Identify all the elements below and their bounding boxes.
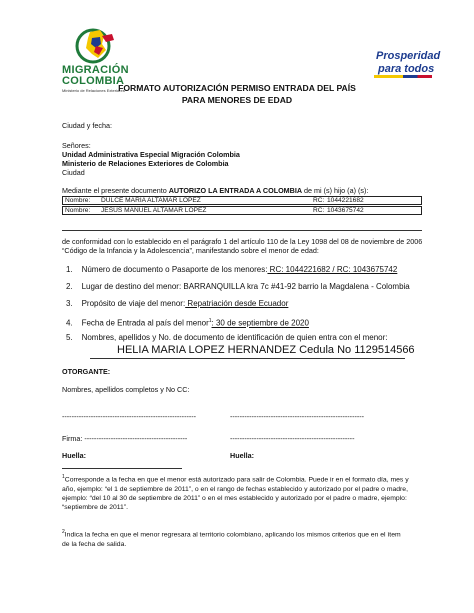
intro-pre: Mediante el presente documento [62,186,169,195]
item-number: 1. [66,265,73,274]
legal-text [62,237,422,255]
item-label: Número de documento o Pasaporte de los menores: [81,265,268,274]
intro-bold: AUTORIZO LA ENTRADA A COLOMBIA [168,186,303,195]
item-label: Nombres, apellidos y No. de documento de identificación de quien entra con el menor: [81,333,388,342]
legal-line-2: “Código de la Infancia y la Adolescencia”, manifestando sobre el menor de edad: [62,246,319,255]
item-label: Fecha de Entrada al país del menor [81,318,209,328]
footnote-1 [62,473,434,513]
item-number: 3. [66,299,73,308]
child-rc: 1044221682 [327,197,364,204]
addressee-city: Ciudad [62,168,85,177]
footnote-2 [62,528,434,549]
city-date-label: Ciudad y fecha: [62,121,112,130]
list-item [66,316,309,329]
colombia-map-icon [60,24,135,64]
list-item [66,299,288,309]
divider-line [62,230,422,231]
list-item [66,282,410,292]
intro-text [62,186,368,195]
child-row [62,206,422,215]
item-value: Repatriación desde Ecuador [185,299,289,308]
otorgante-heading: OTORGANTE: [62,367,111,376]
item-number: 5. [66,333,73,342]
footnote-text: Corresponde a la fecha en que el menor está autorizado para salir de Colombia. Puede ir en el formato día, mes y [64,476,409,484]
child-name-label: Nombre: [65,197,91,204]
footnote-number: 2 [62,529,65,535]
footnote-text: de la fecha de salida. [62,540,127,548]
otorgante-fields: Nombres, apellidos completos y No CC: [62,385,190,394]
child-rc-label: RC: [313,197,325,204]
footnote-number: 1 [62,474,65,480]
slogan-line-2: para todos [378,63,435,75]
firma-right: ---------------------------------------------------- [230,434,355,443]
logo-line-1: MIGRACIÓN [62,64,129,76]
companion-name: HELIA MARIA LOPEZ HERNANDEZ Cedula No 1129514566 [117,344,415,356]
item-value: : 30 de septiembre de 2020 [211,318,309,328]
child-row [62,196,422,205]
legal-line-1: de conformidad con lo establecido en el parágrafo 1 del artículo 110 de la Ley 1098 del 08 de noviembre de 2006 [62,237,423,246]
org-2: Ministerio de Relaciones Exteriores de Colombia [62,159,229,168]
footnote-text: “septiembre de 2011”. [62,504,128,512]
footnote-divider [62,468,182,469]
org-1: Unidad Administrativa Especial Migración Colombia [62,150,240,159]
footnote-ref: 1 [208,318,212,324]
slogan-line-1: Prosperidad [376,50,441,62]
list-item [66,333,388,343]
title-line-2: PARA MENORES DE EDAD [181,95,293,105]
slogan-stripe [374,75,432,78]
item-label: Propósito de viaje del menor: [81,299,186,308]
signature-line-right: -------------------------------------------------------- [230,412,365,421]
footnote-text: Indica la fecha en que el menor regresara al territorio colombiano, aplicando los mismos criterios que en el ítem [64,531,401,539]
footnote-text: año, ejemplo: “el 1 de septiembre de 2011”, o en el rango de fechas establecido y autorizado por el padre o madre, [62,485,408,493]
child-name: JESUS MANUEL ALTAMAR LOPEZ [101,207,207,214]
title-line-1: FORMATO AUTORIZACIÓN PERMISO ENTRADA DEL PAÍS [118,83,356,93]
huella-left: Huella: [62,451,86,460]
signature-line-left: -------------------------------------------------------- [62,412,197,421]
child-name-label: Nombre: [65,207,91,214]
list-item [66,265,397,275]
intro-post: de mi (s) hijo (a) (s): [302,186,369,195]
page-title [0,82,474,106]
item-value: RC: 1044221682 / RC: 1043675742 [267,265,398,274]
logo-line-2: COLOMBIA [62,75,125,87]
item-number: 4. [66,318,73,328]
child-rc: 1043675742 [327,207,364,214]
slogan-logo [374,50,441,78]
companion-underline [90,358,405,359]
firma-left: Firma: ------------------------------------------- [62,434,188,443]
child-rc-label: RC: [313,207,325,214]
greeting: Señores: [62,141,91,150]
logo-line-3: Ministerio de Relaciones Exteriores [62,88,125,93]
item-value: BARRANQUILLA kra 7c #41-92 barrio la Magdalena - Colombia [181,282,410,291]
child-name: DULCE MARIA ALTAMAR LOPEZ [101,197,201,204]
addressee-block [62,141,240,177]
item-number: 2. [66,282,73,291]
huella-right: Huella: [230,451,254,460]
footnote-text: ejemplo: “del 10 al 30 de septiembre de 2011” o en el mes establecido y autorizado por el padre o madre, ejemplo: [62,495,407,503]
item-label: Lugar de destino del menor: [81,282,182,291]
